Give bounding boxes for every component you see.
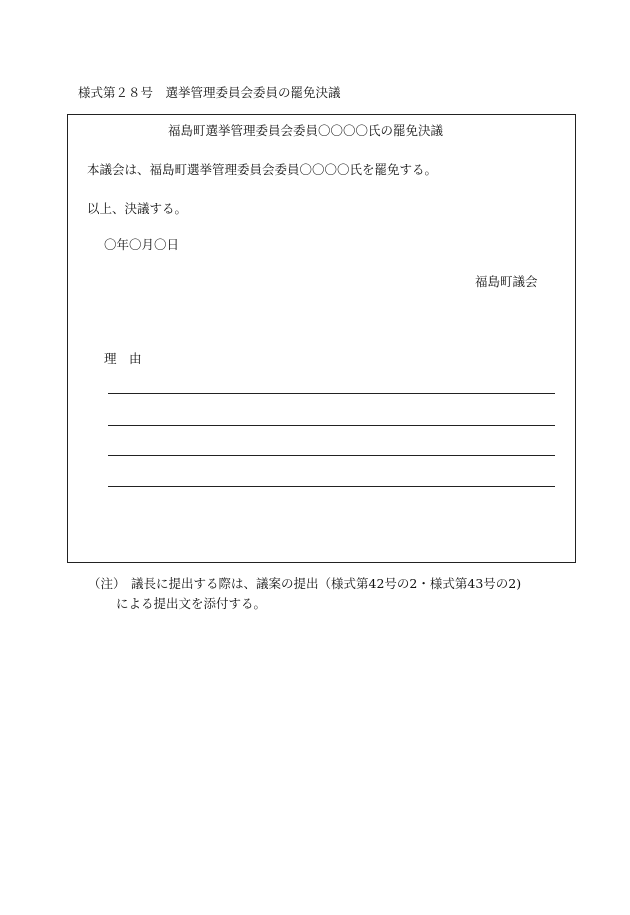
reason-line (108, 486, 555, 487)
reason-label: 理 由 (104, 351, 142, 366)
resolution-body: 本議会は、福島町選挙管理委員会委員〇〇〇〇氏を罷免する。 (87, 162, 438, 177)
reason-line (108, 455, 555, 456)
resolution-title: 福島町選挙管理委員会委員〇〇〇〇氏の罷免決議 (168, 123, 444, 138)
resolution-form-box (67, 114, 576, 563)
note-line-1: 議長に提出する際は、議案の提出（様式第42号の2・様式第43号の2) (131, 576, 522, 591)
note-marker: （注） (88, 576, 126, 591)
reason-line (108, 393, 555, 394)
signer-name: 福島町議会 (475, 274, 538, 289)
form-heading: 様式第２８号 選挙管理委員会委員の罷免決議 (78, 85, 341, 100)
resolution-closing: 以上、決議する。 (87, 201, 188, 216)
reason-line (108, 425, 555, 426)
note-line-2: による提出文を添付する。 (116, 596, 267, 611)
resolution-date: 〇年〇月〇日 (104, 237, 180, 252)
